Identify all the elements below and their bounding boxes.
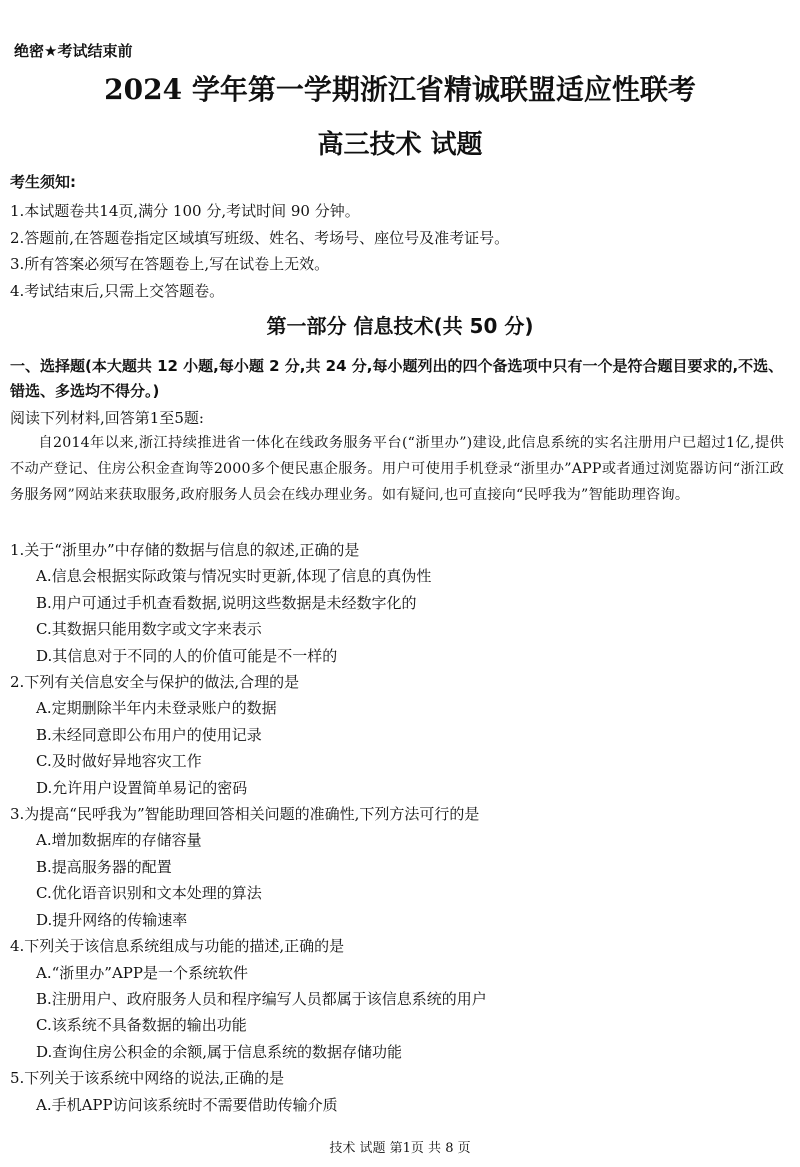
question-option: B.提高服务器的配置 xyxy=(36,857,172,876)
reading-material: 自2014年以来,浙江持续推进省一体化在线政务服务平台(“浙里办”)建设,此信息系统的实名注册用户已超过1亿,提供不动产登记、住房公积金查询等2000多个便民惠企服务。用户可使用手机登录“浙里办”APP或者通过浏览器访问“浙江政务服务网”网站来获取服务,政府服务人员会在线办理业务。如有疑问,也可直接向“民呼我为”智能助理咨询。 xyxy=(10,435,784,503)
page-footer: 技术 试题 第1页 共 8 页 xyxy=(329,1141,471,1156)
question-option: A.信息会根据实际政策与情况实时更新,体现了信息的真伪性 xyxy=(36,567,432,586)
question-option: C.及时做好异地容灾工作 xyxy=(36,752,202,771)
question-option: A.手机APP访问该系统时不需要借助传输介质 xyxy=(36,1095,338,1114)
notice-item: 4.考试结束后,只需上交答题卷。 xyxy=(10,281,225,300)
question xyxy=(10,801,790,933)
notice-list xyxy=(10,198,509,304)
question-option: D.其信息对于不同的人的价值可能是不一样的 xyxy=(36,646,338,665)
secret-label: 绝密★考试结束前 xyxy=(14,42,133,60)
notice-item: 3.所有答案必须写在答题卷上,写在试卷上无效。 xyxy=(10,255,330,273)
question-stem: 4.下列关于该信息系统组成与功能的描述,正确的是 xyxy=(10,937,345,956)
question-option: D.允许用户设置简单易记的密码 xyxy=(36,778,248,797)
question-stem: 3.为提高“民呼我为”智能助理回答相关问题的准确性,下列方法可行的是 xyxy=(10,805,480,824)
exam-title: 2024 学年第一学期浙江省精诚联盟适应性联考 xyxy=(104,73,696,106)
question-option: B.注册用户、政府服务人员和程序编写人员都属于该信息系统的用户 xyxy=(36,989,487,1008)
question-option: C.该系统不具备数据的输出功能 xyxy=(36,1016,247,1035)
question-option: C.其数据只能用数字或文字来表示 xyxy=(36,620,262,639)
question-option: A.“浙里办”APP是一个系统软件 xyxy=(36,963,248,982)
question-stem: 1.关于“浙里办”中存储的数据与信息的叙述,正确的是 xyxy=(10,541,360,559)
question xyxy=(10,669,790,801)
question-option: A.定期删除半年内未登录账户的数据 xyxy=(36,699,277,718)
read-prompt: 阅读下列材料,回答第1至5题: xyxy=(10,409,204,427)
question-stem: 2.下列有关信息安全与保护的做法,合理的是 xyxy=(10,673,300,692)
question xyxy=(10,1065,790,1118)
section-description: 一、选择题(本大题共 12 小题,每小题 2 分,共 24 分,每小题列出的四个备选项中只有一个是符合题目要求的,不选、错选、多选均不得分。) xyxy=(10,357,784,400)
question-option: D.提升网络的传输速率 xyxy=(36,910,188,929)
question-option: C.优化语音识别和文本处理的算法 xyxy=(36,884,262,903)
part-title: 第一部分 信息技术(共 50 分) xyxy=(266,314,534,338)
notice-item: 2.答题前,在答题卷指定区域填写班级、姓名、考场号、座位号及准考证号。 xyxy=(10,228,510,247)
question-option: B.未经同意即公布用户的使用记录 xyxy=(36,725,262,744)
question-list xyxy=(10,537,790,1118)
notice-item: 1.本试题卷共14页,满分 100 分,考试时间 90 分钟。 xyxy=(10,202,360,220)
question xyxy=(10,537,790,669)
question-stem: 5.下列关于该系统中网络的说法,正确的是 xyxy=(10,1069,285,1088)
question-option: A.增加数据库的存储容量 xyxy=(36,831,202,850)
question-option: B.用户可通过手机查看数据,说明这些数据是未经数字化的 xyxy=(36,593,417,612)
question-option: D.查询住房公积金的余额,属于信息系统的数据存储功能 xyxy=(36,1042,403,1061)
question xyxy=(10,933,790,1065)
exam-subtitle: 高三技术 试题 xyxy=(317,130,483,160)
notice-heading: 考生须知: xyxy=(10,173,76,191)
